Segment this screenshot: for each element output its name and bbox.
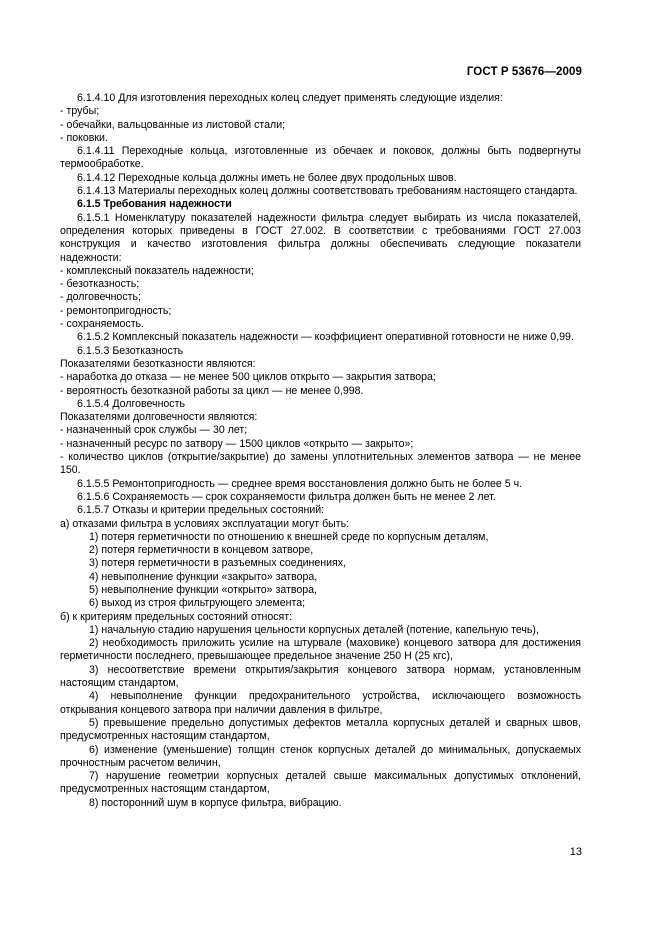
- list-item: - обечайки, вальцованные из листовой стали;: [60, 118, 286, 131]
- paragraph: 6.1.5.6 Сохраняемость — срок сохраняемости фильтра должен быть не менее 2 лет.: [77, 490, 496, 503]
- paragraph: Показателями долговечности являются:: [60, 411, 258, 424]
- list-item: - вероятность безотказной работы за цикл — не менее 0,998.: [60, 384, 364, 397]
- list-heading: а) отказами фильтра в условиях эксплуатации могут быть:: [60, 517, 350, 530]
- paragraph: 6.1.5.7 Отказы и критерии предельных состояний:: [77, 504, 325, 517]
- paragraph: 6.1.5.2 Комплексный показатель надежности — коэффициент оперативной готовности не ниже 0,99.: [77, 331, 574, 344]
- paragraph: 6.1.5.5 Ремонтопригодность — среднее время восстановления должно быть не более 5 ч.: [77, 477, 523, 490]
- list-item: 5) невыполнение функции «открыто» затвора,: [89, 583, 317, 596]
- list-item: 7) нарушение геометрии корпусных деталей свыше максимальных допустимых отклонений, предусмотренных настоящим стандартом,: [60, 770, 581, 796]
- list-item: 5) превышение предельно допустимых дефектов металла корпусных деталей и сварных швов, предусмотренных настоящим стандартом,: [60, 716, 581, 743]
- list-item: - количество циклов (открытие/закрытие) до замены уплотнительных элементов затвора — не менее 150.: [60, 451, 581, 477]
- list-item: - сохраняемость.: [60, 318, 145, 331]
- document-header: ГОСТ Р 53676—2009: [466, 66, 582, 78]
- list-item: 8) посторонний шум в корпусе фильтра, вибрацию.: [89, 796, 342, 809]
- document-body: [60, 92, 581, 810]
- list-item: - трубы;: [60, 105, 100, 118]
- paragraph: 6.1.5.3 Безотказность: [77, 344, 184, 357]
- list-item: 1) начальную стадию нарушения цельности корпусных деталей (потение, капельную течь),: [89, 623, 539, 636]
- list-heading: б) к критериям предельных состояний относят:: [60, 610, 293, 623]
- list-item: - ремонтопригодность;: [60, 304, 172, 317]
- paragraph: 6.1.5.4 Долговечность: [77, 397, 185, 410]
- list-item: 3) несоответствие времени открытия/закрытия концевого затвора нормам, установленным настоящим стандартом,: [60, 663, 581, 690]
- list-item: 4) невыполнение функции «закрыто» затвора,: [89, 570, 318, 583]
- paragraph: 6.1.4.10 Для изготовления переходных колец следует применять следующие изделия:: [77, 92, 503, 104]
- paragraph: 6.1.5.1 Номенклатуру показателей надежности фильтра следует выбирать из числа показателей, определения которых приведены в ГОСТ 27.002. В соответствии с требованиями ГОСТ 27.003 конструкция и качество изготовления фильтра должны обеспечивать следующие показатели надежности:: [60, 211, 581, 264]
- list-item: - назначенный ресурс по затвору — 1500 циклов «открыто — закрыто»;: [60, 437, 414, 450]
- list-item: - назначенный срок службы — 30 лет;: [60, 424, 248, 437]
- paragraph: 6.1.4.13 Материалы переходных колец должны соответствовать требованиям настоящего стандарта.: [77, 185, 578, 198]
- list-item: 3) потеря герметичности в разъемных соединениях,: [89, 557, 347, 570]
- paragraph: 6.1.4.11 Переходные кольца, изготовленные из обечаек и поковок, должны быть подвергнуты термообработке.: [60, 145, 581, 171]
- list-item: - наработка до отказа — не менее 500 циклов открыто — закрытия затвора;: [60, 371, 436, 384]
- list-item: 2) потеря герметичности в концевом затворе,: [89, 544, 314, 557]
- list-item: - безотказность;: [60, 278, 140, 291]
- list-item: 6) изменение (уменьшение) толщин стенок корпусных деталей до минимальных, допускаемых прочностным расчетом величин,: [60, 743, 581, 769]
- paragraph: 6.1.4.12 Переходные кольца должны иметь не более двух продольных швов.: [77, 171, 457, 184]
- list-item: - комплексный показатель надежности;: [60, 264, 254, 277]
- list-item: 4) невыполнение функции предохранительного устройства, исключающего возможность открывания концевого затвора при наличии давления в фильтре,: [60, 690, 581, 716]
- page-number: 13: [569, 846, 582, 858]
- list-item: - поковки.: [60, 131, 108, 144]
- list-item: 2) необходимость приложить усилие на штурвале (маховике) концевого затвора для достижения герметичности последнего, превышающее предельное значение 250 Н (25 кгс),: [60, 637, 581, 663]
- list-item: 6) выход из строя фильтрующего элемента;: [89, 597, 306, 610]
- section-heading: 6.1.5 Требования надежности: [77, 198, 232, 211]
- paragraph: Показателями безотказности являются:: [60, 357, 256, 370]
- list-item: 1) потеря герметичности по отношению к внешней среде по корпусным деталям,: [89, 530, 489, 543]
- list-item: - долговечность;: [60, 291, 141, 304]
